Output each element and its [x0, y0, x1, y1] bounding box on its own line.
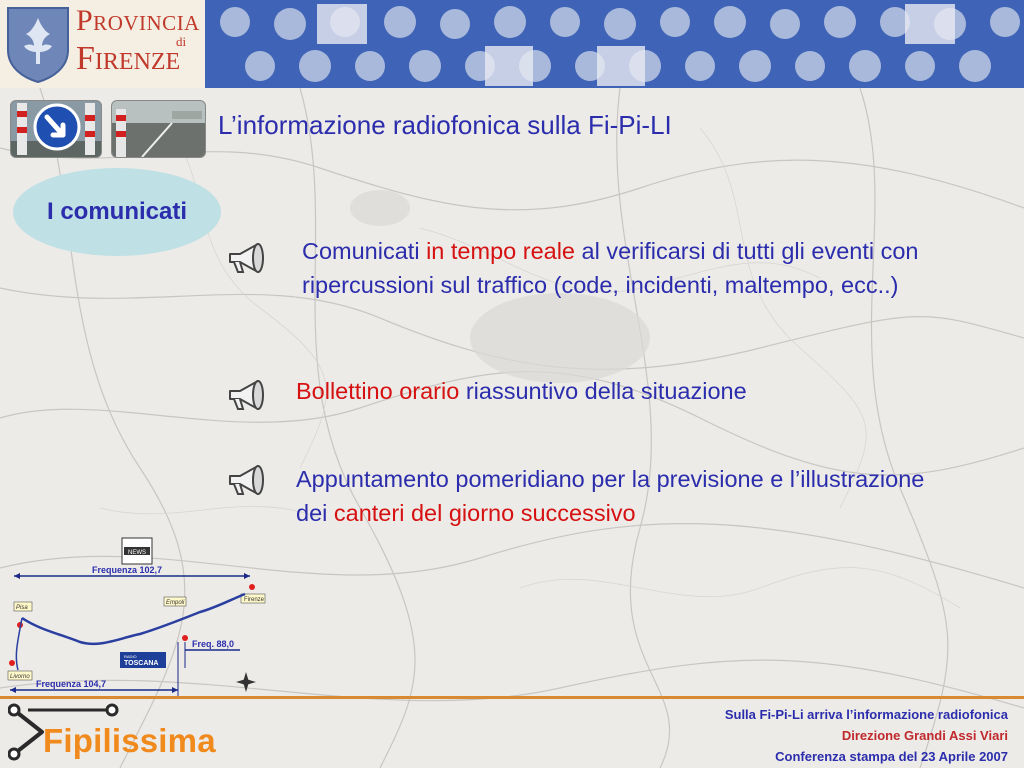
slide-title: L’informazione radiofonica sulla Fi-Pi-LI — [218, 110, 672, 140]
bullet-afternoon — [296, 462, 946, 530]
city-empoli: Empoli — [166, 600, 185, 606]
header-banner — [0, 0, 1024, 88]
fleur-de-lis-crest-icon — [4, 4, 72, 84]
bullet-text: Appuntamento pomeridiano per la previsione e l’illustrazione dei — [296, 466, 925, 526]
fipilissima-brand: Fipilissima — [43, 722, 216, 759]
radio-frequency-map — [0, 530, 275, 700]
freq-top-label: Frequenza 102,7 — [92, 565, 163, 575]
footer-line-3: Conferenza stampa del 23 Aprile 2007 — [775, 749, 1008, 764]
freq-bottom-label: Frequenza 104,7 — [36, 679, 107, 689]
radio-brand-small: RADIO — [124, 654, 137, 659]
bullet-text: riassuntivo della situazione — [459, 378, 747, 404]
footer-line-1: Sulla Fi-Pi-Li arriva l’informazione radiofonica — [724, 707, 1008, 722]
logo-text-di: di — [176, 34, 187, 49]
footer-info — [725, 704, 1008, 767]
freq-mid-label: Freq. 88,0 — [192, 639, 235, 649]
road-sign-photo — [10, 100, 102, 158]
bullet-highlight: Bollettino orario — [296, 378, 460, 404]
city-firenze: Firenze — [244, 597, 265, 603]
bullet-highlight: in tempo reale — [426, 238, 575, 264]
news-badge-text: NEWS — [128, 550, 146, 556]
portrait-strip — [205, 0, 1024, 88]
provincia-logo — [0, 0, 205, 88]
megaphone-icon — [226, 462, 272, 498]
bullet-realtime — [302, 234, 952, 302]
road-works-photo — [111, 100, 206, 158]
section-label: I comunicati — [46, 198, 188, 225]
logo-text-firenze: Firenze — [76, 40, 181, 77]
radio-brand: TOSCANA — [124, 660, 159, 667]
bullet-text: Comunicati — [302, 238, 427, 264]
compass-rose-icon — [236, 672, 256, 692]
section-oval — [13, 168, 221, 256]
logo-text-provincia: Provincia — [76, 4, 200, 37]
bullet-hourly — [296, 374, 946, 408]
bullet-text: al verificarsi di tutti gli eventi con ripercussioni sul traffico (code, incidenti, maltempo, ecc..) — [302, 238, 919, 298]
footer-divider — [0, 696, 1024, 699]
city-pisa: Pisa — [16, 605, 28, 611]
megaphone-icon — [226, 240, 272, 276]
bullet-highlight: canteri del giorno successivo — [333, 500, 636, 526]
city-livorno: Livorno — [10, 674, 30, 680]
megaphone-icon — [226, 377, 272, 413]
footer-line-2: Direzione Grandi Assi Viari — [841, 728, 1008, 743]
